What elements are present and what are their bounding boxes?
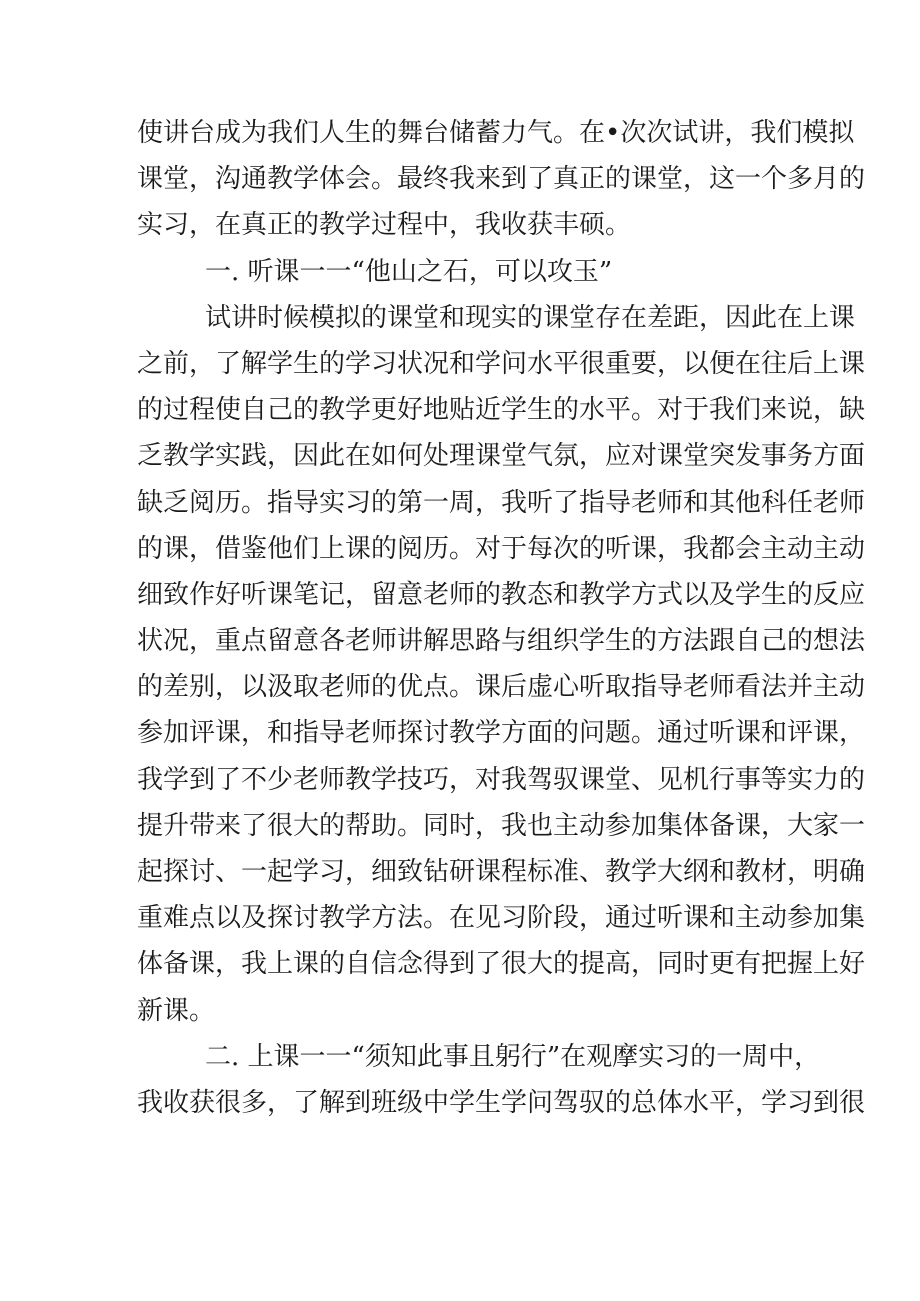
text-line: 我收获很多，了解到班级中学生学问驾驭的总体水平，学习到很 <box>137 1087 866 1118</box>
text-line: 细致作好听课笔记，留意老师的教态和教学方式以及学生的反应 <box>137 579 866 610</box>
text-line: 之前，了解学生的学习状况和学问水平很重要，以便在往后上课 <box>137 348 866 379</box>
text-line: 我学到了不少老师教学技巧，对我驾驭课堂、见机行事等实力的 <box>137 764 866 795</box>
section-heading-2: 二. 上课一一“须知此事且躬行”在观摩实习的一周中， <box>205 1041 821 1072</box>
text-line: 实习，在真正的教学过程中，我收获丰硕。 <box>137 210 632 241</box>
text-line: 重难点以及探讨教学方法。在见习阶段，通过听课和主动参加集 <box>137 903 866 934</box>
paragraph-start: 试讲时候模拟的课堂和现实的课堂存在差距，因此在上课 <box>205 302 856 333</box>
text-line: 起探讨、一起学习，细致钻研课程标准、教学大纲和教材，明确 <box>137 857 866 887</box>
text-line: 缺乏阅历。指导实习的第一周，我听了指导老师和其他科任老师 <box>137 487 866 518</box>
text-line: 使讲台成为我们人生的舞台储蓄力气。在•次次试讲，我们模拟 <box>137 118 855 148</box>
text-line: 的差别，以汲取老师的优点。课后虚心听取指导老师看法并主动 <box>137 672 866 703</box>
text-line: 参加评课，和指导老师探讨教学方面的问题。通过听课和评课， <box>137 718 866 749</box>
text-line: 状况，重点留意各老师讲解思路与组织学生的方法跟自己的想法 <box>137 626 866 657</box>
text-line: 课堂，沟通教学体会。最终我来到了真正的课堂，这一个多月的 <box>137 164 866 195</box>
text-line: 乏教学实践，因此在如何处理课堂气氛，应对课堂突发事务方面 <box>137 441 866 472</box>
text-line: 体备课，我上课的自信念得到了很大的提高，同时更有把握上好 <box>137 949 866 980</box>
text-line: 提升带来了很大的帮助。同时，我也主动参加集体备课，大家一 <box>137 810 866 841</box>
section-heading-1: 一. 听课一一“他山之石，可以攻玉” <box>205 256 613 287</box>
text-line: 的过程使自己的教学更好地贴近学生的水平。对于我们来说，缺 <box>137 395 866 426</box>
text-line: 新课。 <box>137 995 216 1026</box>
text-line: 的课，借鉴他们上课的阅历。对于每次的听课，我都会主动主动 <box>137 533 866 564</box>
body-text <box>137 110 866 1126</box>
